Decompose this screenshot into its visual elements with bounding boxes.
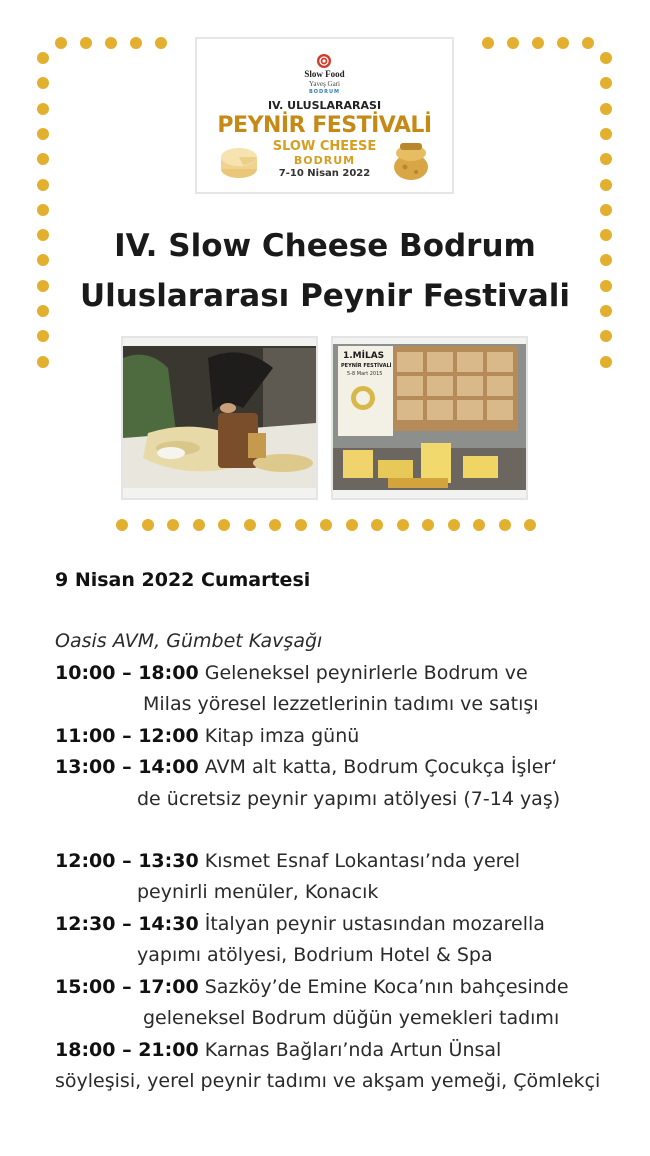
- frame-dot: [37, 77, 49, 89]
- frame-dot: [600, 179, 612, 191]
- frame-dot: [397, 519, 409, 531]
- schedule-item-continued: de ücretsiz peynir yapımı atölyesi (7-14 yaş): [137, 788, 561, 810]
- frame-dot: [600, 356, 612, 368]
- frame-dot: [167, 519, 179, 531]
- event-venue: Oasis AVM, Gümbet Kavşağı: [55, 630, 323, 652]
- frame-dot: [193, 519, 205, 531]
- schedule-item: 13:00 – 14:00 AVM alt katta, Bodrum Çocukça İşler‘: [55, 756, 558, 778]
- page-title-line-2: Uluslararası Peynir Festivali: [79, 278, 571, 314]
- frame-dot: [244, 519, 256, 531]
- frame-dot: [600, 330, 612, 342]
- frame-dot: [142, 519, 154, 531]
- festival-dates: 7-10 Nisan 2022: [278, 168, 371, 179]
- slow-food-label: Slow Food: [304, 69, 345, 79]
- frame-dot: [600, 103, 612, 115]
- event-name: SLOW CHEESE: [272, 139, 377, 154]
- frame-dot: [473, 519, 485, 531]
- frame-dot: [295, 519, 307, 531]
- frame-dot: [37, 128, 49, 140]
- frame-dot: [346, 519, 358, 531]
- milas-festival-stand-photo: [331, 336, 528, 500]
- schedule-item-continued: Milas yöresel lezzetlerinin tadımı ve satışı: [143, 693, 539, 715]
- frame-dot: [269, 519, 281, 531]
- frame-dot: [130, 37, 142, 49]
- schedule-item-continued: yapımı atölyesi, Bodrium Hotel & Spa: [137, 944, 493, 966]
- cheese-jar-icon: [391, 139, 431, 181]
- edition-label: IV. ULUSLARARASI: [267, 99, 382, 112]
- frame-dot: [600, 153, 612, 165]
- frame-dot: [37, 204, 49, 216]
- frame-dot: [582, 37, 594, 49]
- frame-dot: [557, 37, 569, 49]
- frame-dot: [532, 37, 544, 49]
- schedule-item: 15:00 – 17:00 Sazköy’de Emine Koca’nın bahçesinde: [55, 976, 569, 998]
- frame-dot: [37, 103, 49, 115]
- frame-dot: [37, 153, 49, 165]
- banner-subtitle: PEYNİR FESTİVALİ: [341, 363, 392, 369]
- schedule-item: 18:00 – 21:00 Karnas Bağları’nda Artun Ünsal: [55, 1039, 502, 1061]
- chapter-label: Yaveş Gari: [309, 80, 340, 88]
- frame-dot: [155, 37, 167, 49]
- snail-logo-icon: [315, 53, 333, 69]
- frame-dot: [600, 204, 612, 216]
- town-label: BODRUM: [308, 89, 341, 95]
- banner-title: 1.MİLAS: [343, 351, 385, 361]
- cheese-wheel-icon: [219, 143, 259, 181]
- event-date: 9 Nisan 2022 Cumartesi: [55, 569, 311, 591]
- frame-dot: [37, 179, 49, 191]
- frame-dot: [320, 519, 332, 531]
- frame-dot: [600, 77, 612, 89]
- festival-logo: [195, 37, 454, 194]
- page-title-line-1: IV. Slow Cheese Bodrum: [114, 228, 536, 264]
- schedule-item: 11:00 – 12:00 Kitap imza günü: [55, 725, 360, 747]
- frame-dot: [37, 52, 49, 64]
- frame-dot: [422, 519, 434, 531]
- cheese-tasting-photo: [121, 336, 318, 500]
- frame-dot: [524, 519, 536, 531]
- frame-dot: [371, 519, 383, 531]
- frame-dot: [499, 519, 511, 531]
- frame-dot: [448, 519, 460, 531]
- frame-dot: [218, 519, 230, 531]
- frame-dot: [105, 37, 117, 49]
- frame-dot: [116, 519, 128, 531]
- frame-dot: [482, 37, 494, 49]
- schedule-item: 12:30 – 14:30 İtalyan peynir ustasından mozarella: [55, 913, 545, 935]
- banner-dates: 5-8 Mart 2015: [347, 371, 383, 377]
- frame-dot: [37, 356, 49, 368]
- festival-name: PEYNİR FESTİVALİ: [217, 113, 432, 138]
- schedule-item: 10:00 – 18:00 Geleneksel peynirlerle Bodrum ve: [55, 662, 528, 684]
- frame-dot: [600, 52, 612, 64]
- frame-dot: [600, 128, 612, 140]
- frame-dot: [37, 330, 49, 342]
- frame-dot: [80, 37, 92, 49]
- schedule-item-continued: peynirli menüler, Konacık: [137, 881, 379, 903]
- frame-dot: [55, 37, 67, 49]
- city-name: BODRUM: [293, 154, 356, 167]
- schedule-item-continued: geleneksel Bodrum düğün yemekleri tadımı: [143, 1007, 560, 1029]
- schedule-item: 12:00 – 13:30 Kısmet Esnaf Lokantası’nda yerel: [55, 850, 520, 872]
- schedule-item-continued: söyleşisi, yerel peynir tadımı ve akşam yemeği, Çömlekçi: [55, 1070, 601, 1092]
- frame-dot: [507, 37, 519, 49]
